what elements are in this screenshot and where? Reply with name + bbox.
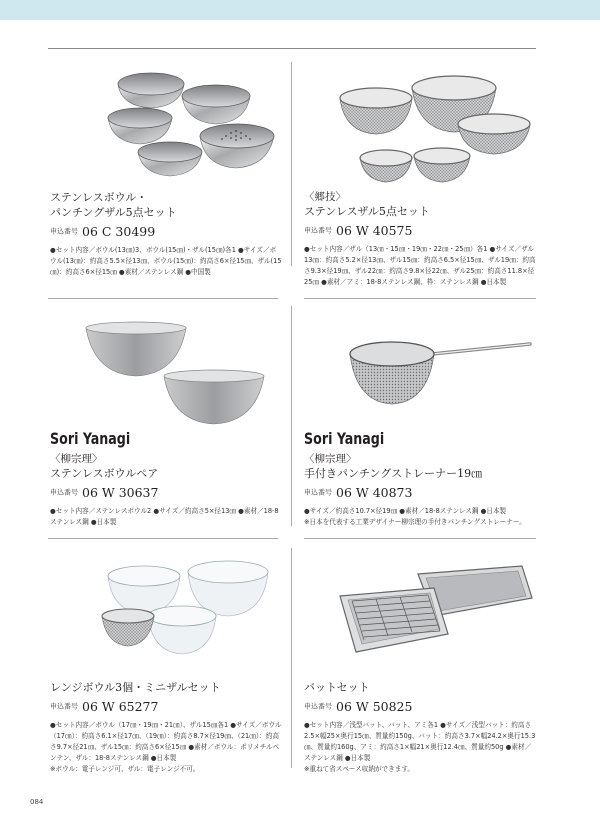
product-image-strainer — [340, 332, 540, 412]
column-divider — [291, 62, 292, 266]
bowl-icon — [138, 142, 202, 176]
row-divider — [304, 538, 536, 539]
brand-name: Sori Yanagi — [50, 429, 131, 448]
product-image-tray-set — [336, 560, 536, 660]
code-number: 06 W 30637 — [82, 484, 159, 500]
product-title: ステンレスボウルペア — [50, 467, 159, 480]
code-number: 06 W 65277 — [82, 698, 159, 714]
product-description: ●セット内容／ボウル(13㎝)3、ボウル(15㎝)・ザル(15㎝)各1 ●サイズ／ボウル(13㎝)：約高さ5.5×径13㎝、ボウル(15㎝)：約高さ6×径15㎝、ザル(15㎝)：約高さ6×径15㎝ ●素材／ステンレス鋼 ●中国製 — [50, 245, 282, 276]
top-color-band — [0, 0, 600, 20]
product-subtitle: 〈郷技〉 — [304, 191, 346, 203]
mesh-colander-icon — [340, 88, 412, 134]
code-label: 申込番号 — [304, 226, 332, 235]
product-note: ※日本を代表する工業デザイナー柳宗理の手付きパンチングストレーナー。 — [304, 517, 526, 526]
code-number: 06 W 50825 — [336, 698, 413, 714]
code-number: 06 W 40873 — [336, 484, 413, 500]
product-cell — [304, 430, 536, 528]
product-image-colander-set — [334, 70, 534, 190]
code-label: 申込番号 — [304, 702, 332, 711]
product-subtitle: 〈柳宗理〉 — [50, 453, 103, 465]
column-divider — [291, 548, 292, 768]
product-code — [304, 223, 536, 238]
product-title: ステンレスザル5点セット — [304, 205, 430, 218]
bowl-icon — [108, 108, 172, 144]
code-number: 06 C 30499 — [82, 223, 156, 239]
top-rule — [48, 48, 536, 49]
product-image-bowl-set — [96, 66, 286, 178]
product-cell — [50, 430, 282, 528]
product-title: ステンレスボウル・ — [50, 191, 148, 204]
code-label: 申込番号 — [50, 488, 78, 497]
product-description: ●セット内容／ボウル（17㎝・19㎝・21㎝）、ザル15㎝各1 ●サイズ／ボウル（17㎝）：約高さ6.1×径17㎝、（19㎝）：約高さ8.7×径19㎝、（21㎝）：約高さ9.7×径21㎝、ザル15㎝：約高さ6×径15㎝ ●素材／ボウル：ポリメチルペンテン、ザル：18-8ステンレス鋼 ●日本製 — [50, 720, 282, 762]
bowl-icon — [118, 73, 184, 108]
product-cell — [304, 190, 536, 288]
product-note: ※ボウル：電子レンジ可、ザル：電子レンジ不可。 — [50, 764, 200, 773]
product-code — [50, 485, 282, 500]
product-description: ●サイズ／約高さ10.7×径19㎝ ●素材／18-8ステンレス鋼 ●日本製 — [304, 506, 507, 515]
strainer-icon — [350, 342, 530, 404]
product-description: ●セット内容／浅型バット、バット、アミ各1 ●サイズ／浅型バット：約高さ2.5×幅25×奥行15㎝、質量約150g、バット：約高さ3.7×幅24.2×奥行15.3㎝、質量約160g、アミ：約高さ1×幅21×奥行12.4㎝、質量約50g ●素材／ステンレス鋼 ●日本製 — [304, 720, 536, 762]
product-code — [50, 224, 282, 239]
mini-colander-icon — [102, 609, 154, 646]
row-divider — [304, 298, 536, 299]
product-note: ※重ねて省スペース収納ができます。 — [304, 764, 415, 773]
product-title: バットセット — [304, 681, 370, 694]
brand-name: Sori Yanagi — [304, 429, 385, 448]
product-cell — [50, 190, 282, 278]
mesh-colander-icon — [414, 148, 470, 182]
code-label: 申込番号 — [304, 488, 332, 497]
bowl-icon — [86, 322, 186, 376]
row-divider — [48, 298, 278, 299]
product-cell — [50, 680, 282, 775]
bowl-icon — [182, 85, 250, 124]
product-image-range-bowls — [96, 560, 286, 668]
product-image-bowl-pair — [84, 318, 274, 430]
product-cell — [304, 680, 536, 775]
row-divider — [48, 538, 278, 539]
product-description: ●セット内容／ステンレスボウル2 ●サイズ／約高さ5×径13㎝ ●素材／18-8ステンレス鋼 ●日本製 — [50, 506, 279, 526]
code-label: 申込番号 — [50, 702, 78, 711]
mesh-colander-icon — [458, 114, 530, 154]
product-code — [304, 485, 536, 500]
product-title: パンチングザル5点セット — [50, 206, 177, 219]
product-title: 手付きパンチングストレーナー19㎝ — [304, 467, 483, 480]
product-code — [304, 699, 536, 714]
bowl-icon — [164, 370, 264, 424]
product-description: ●セット内容／ザル（13㎝・15㎝・19㎝・22㎝・25㎝）各1 ●サイズ／ザル13㎝：約高さ5.2×径13㎝、ザル15㎝：約高さ6.5×径15㎝、ザル19㎝：約高さ9.3×径19㎝、ザル22㎝：約高さ9.8×径22㎝、ザル25㎝：約高さ11.8×径25㎝ ●素材／アミ：18-8ステンレス鋼、枠：ステンレス鋼 ●日本製 — [304, 244, 536, 286]
product-code — [50, 699, 282, 714]
code-number: 06 W 40575 — [336, 222, 413, 238]
colander-icon — [200, 124, 274, 168]
product-title: レンジボウル3個・ミニザルセット — [50, 681, 221, 694]
code-label: 申込番号 — [50, 227, 78, 236]
page-number: 084 — [30, 798, 44, 806]
mesh-colander-icon — [360, 150, 412, 182]
clear-bowl-icon — [148, 606, 216, 654]
product-subtitle: 〈柳宗理〉 — [304, 453, 357, 465]
column-divider — [291, 306, 292, 526]
